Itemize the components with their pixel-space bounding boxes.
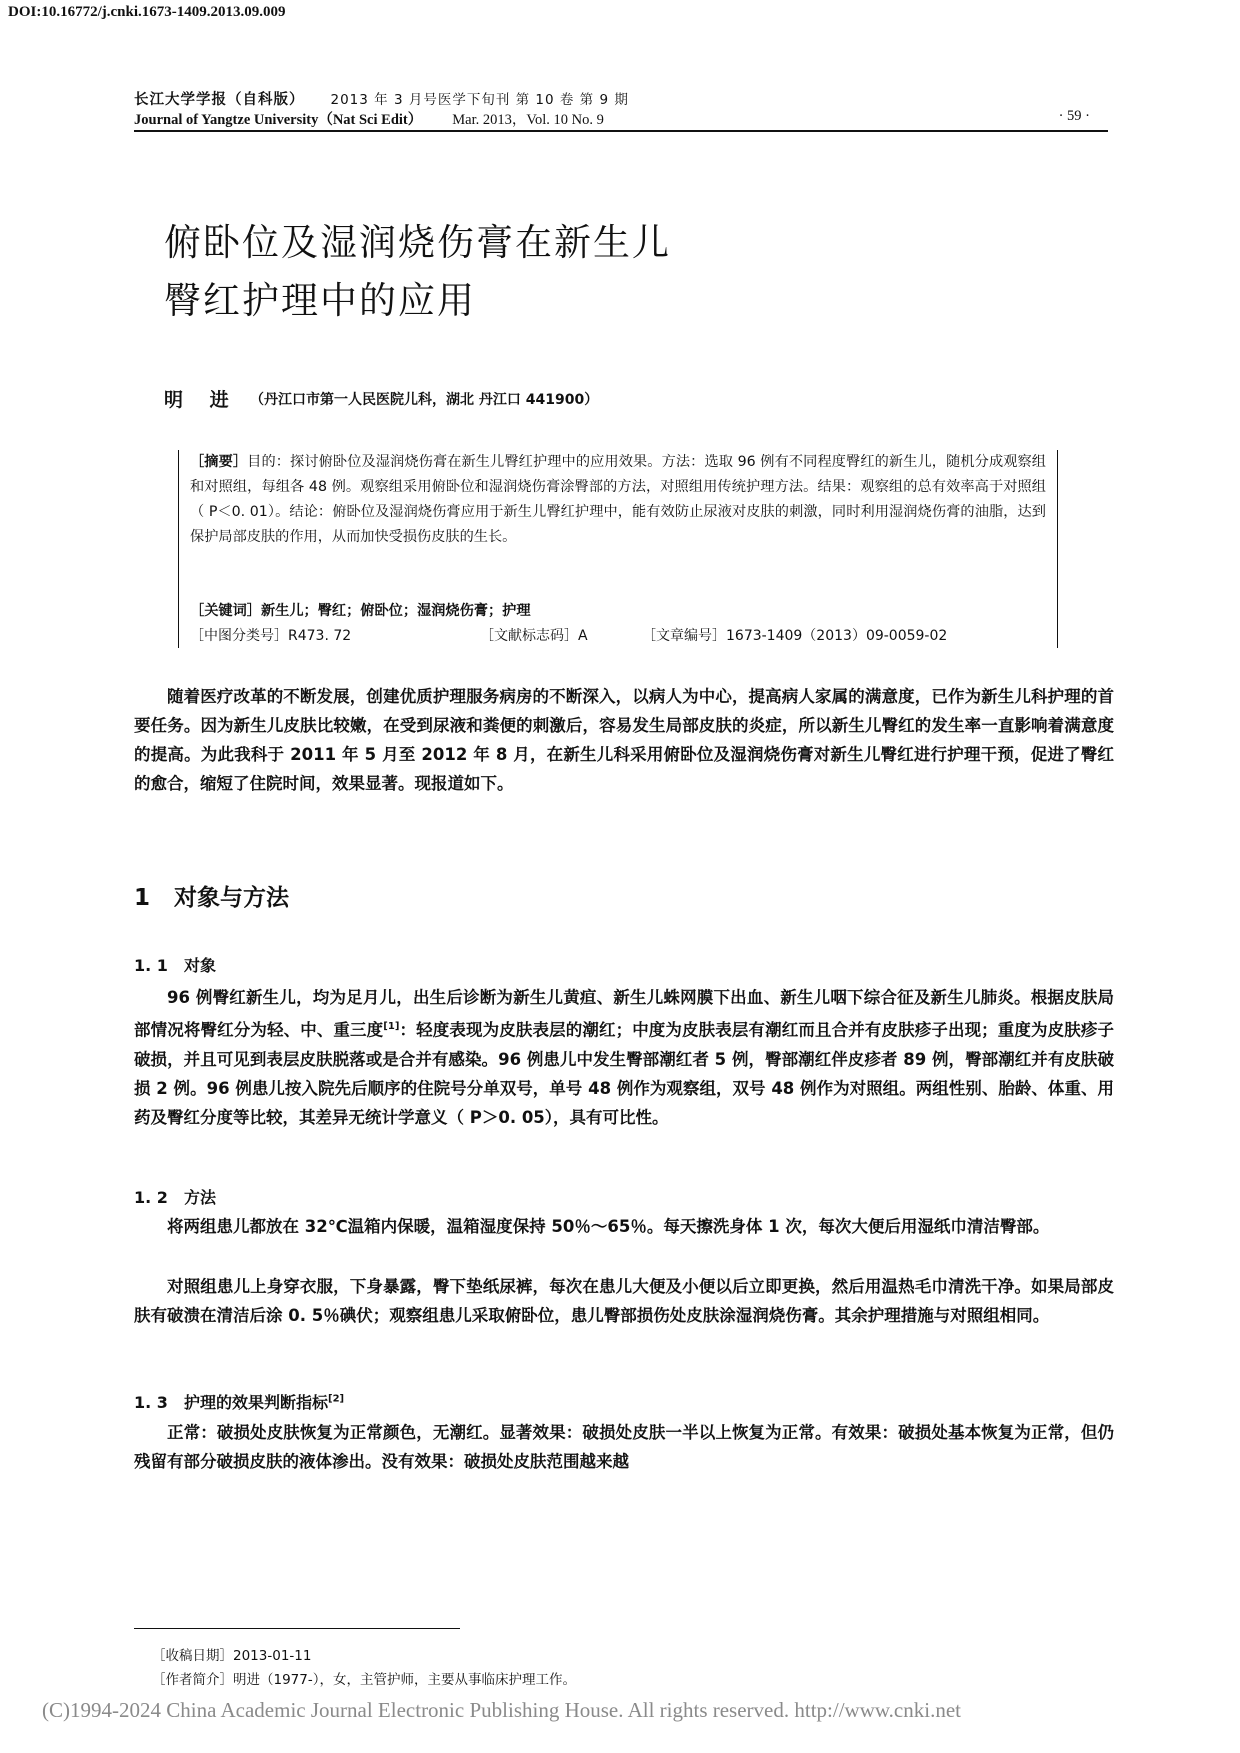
- footnote-rule: [134, 1628, 460, 1629]
- reference-1: [1]: [383, 1021, 400, 1032]
- section-number: 1: [134, 885, 151, 911]
- subsection-number: 1. 3: [134, 1393, 168, 1412]
- keywords: ［关键词］新生儿；臀红；俯卧位；湿润烧伤膏；护理: [190, 603, 531, 619]
- paragraph-1-2-a: 将两组患儿都放在 32℃温箱内保暖，温箱湿度保持 50％～65％。每天擦洗身体 1 次，每次大便后用湿纸巾清洁臀部。: [167, 1217, 1050, 1236]
- subsection-1-1-heading: [134, 953, 216, 976]
- abstract-right-border: [1057, 450, 1058, 648]
- abstract-text: [190, 450, 1046, 550]
- title-line-2: 臀红护理中的应用: [164, 279, 476, 322]
- page-number: · 59 ·: [1058, 108, 1090, 124]
- header-rule: [134, 130, 1108, 132]
- footnote-received-date: ［收稿日期］2013-01-11: [152, 1648, 312, 1664]
- paragraph-1-1: [134, 983, 1114, 1132]
- issue-info-en: Mar. 2013，Vol. 10 No. 9: [452, 112, 604, 128]
- abstract-box: [178, 450, 1058, 648]
- subsection-number: 1. 2: [134, 1188, 168, 1207]
- paragraph-1-2-b: 对照组患儿上身穿衣服，下身暴露，臀下垫纸尿裤，每次在患儿大便及小便以后立即更换，然后用温热毛巾清洗干净。如果局部皮肤有破溃在清洁后涂 0. 5％碘伏；观察组患儿采取俯卧位，患儿臀部损伤处皮肤涂湿润烧伤膏。其余护理措施与对照组相同。: [134, 1277, 1114, 1325]
- title-line-1: 俯卧位及湿润烧伤膏在新生儿: [164, 221, 671, 264]
- section-heading: [134, 879, 289, 912]
- journal-name-en: Journal of Yangtze University（Nat Sci Edit）: [134, 112, 423, 128]
- article-number: ［文章编号］1673-1409（2013）09-0059-02: [642, 628, 948, 644]
- subsection-title: 护理的效果判断指标: [184, 1393, 329, 1412]
- copyright-notice: (C)1994-2024 China Academic Journal Electronic Publishing House. All rights reserved. http://www.cnki.net: [42, 1698, 961, 1722]
- paragraph-1-1-part-b: ：轻度表现为皮肤表层的潮红；中度为皮肤表层有潮红而且合并有皮肤疹子出现；重度为皮肤疹子破损，并且可见到表层皮肤脱落或是合并有感染。96 例患儿中发生臀部潮红者 5 例，臀部潮红伴皮疹者 89 例，臀部潮红并有皮肤破损 2 例。96 例患儿按入院先后顺序的住院号分单双号，单号 48 例作为观察组，双号 48 例作为对照组。两组性别、胎龄、体重、用药及臀红分度等比较，其差异无统计学意义（ P＞0. 05），具有可比性。: [134, 1020, 1115, 1127]
- abstract-left-border: [178, 450, 179, 648]
- footnote-author-bio: ［作者简介］明进（1977-），女，主管护师，主要从事临床护理工作。: [152, 1672, 576, 1688]
- subsection-title: 方法: [184, 1188, 217, 1207]
- document-code: ［文献标志码］A: [480, 628, 588, 644]
- author-name: 明 进: [164, 389, 239, 411]
- abstract-body: 目的：探讨俯卧位及湿润烧伤膏在新生儿臀红护理中的应用效果。方法：选取 96 例有不同程度臀红的新生儿，随机分成观察组和对照组，每组各 48 例。观察组采用俯卧位和湿润烧伤膏涂臀部的方法，对照组用传统护理方法。结果：观察组的总有效率高于对照组（ P＜0. 01）。结论：俯卧位及湿润烧伤膏应用于新生儿臀红护理中，能有效防止尿液对皮肤的刺激，同时利用湿润烧伤膏的油脂，达到保护局部皮肤的作用，从而加快受损伤皮肤的生长。: [190, 454, 1046, 545]
- reference-2: [2]: [328, 1393, 345, 1405]
- journal-header-cn: [134, 88, 629, 109]
- clc-number: ［中图分类号］R473. 72: [190, 628, 352, 644]
- section-title: 对象与方法: [174, 885, 289, 911]
- article-title: [164, 214, 671, 330]
- doi-line: DOI:10.16772/j.cnki.1673-1409.2013.09.009: [8, 4, 286, 20]
- subsection-title: 对象: [184, 956, 217, 975]
- paragraph-1-1-part-a: 96 例臀红新生儿，均为足月儿，出生后诊断为新生儿黄疸、新生儿蛛网膜下出血、新生儿咽下综合征及新生儿肺炎。根据皮肤局部情况将臀红分为轻、中、重三度: [134, 988, 1114, 1040]
- intro-paragraph: 随着医疗改革的不断发展，创建优质护理服务病房的不断深入，以病人为中心，提高病人家属的满意度，已作为新生儿科护理的首要任务。因为新生儿皮肤比较嫩，在受到尿液和粪便的刺激后，容易发生局部皮肤的炎症，所以新生儿臀红的发生率一直影响着满意度的提高。为此我科于 2011 年 5 月至 2012 年 8 月，在新生儿科采用俯卧位及湿润烧伤膏对新生儿臀红进行护理干预，促进了臀红的愈合，缩短了住院时间，效果显著。现报道如下。: [134, 687, 1114, 793]
- journal-name-cn: 长江大学学报（自科版）: [134, 92, 305, 108]
- issue-info-cn: 2013 年 3 月号医学下旬刊 第 10 卷 第 9 期: [330, 92, 629, 108]
- paragraph-1-3: 正常：破损处皮肤恢复为正常颜色，无潮红。显著效果：破损处皮肤一半以上恢复为正常。有效果：破损处基本恢复为正常，但仍残留有部分破损皮肤的液体渗出。没有效果：破损处皮肤范围越来越: [134, 1423, 1114, 1471]
- subsection-number: 1. 1: [134, 956, 168, 975]
- author-affiliation: （丹江口市第一人民医院儿科，湖北 丹江口 441900）: [250, 392, 599, 408]
- subsection-1-3-heading: [134, 1390, 344, 1413]
- journal-header-en: [134, 108, 604, 129]
- subsection-1-2-heading: [134, 1185, 216, 1208]
- abstract-label: ［摘要］: [190, 454, 248, 470]
